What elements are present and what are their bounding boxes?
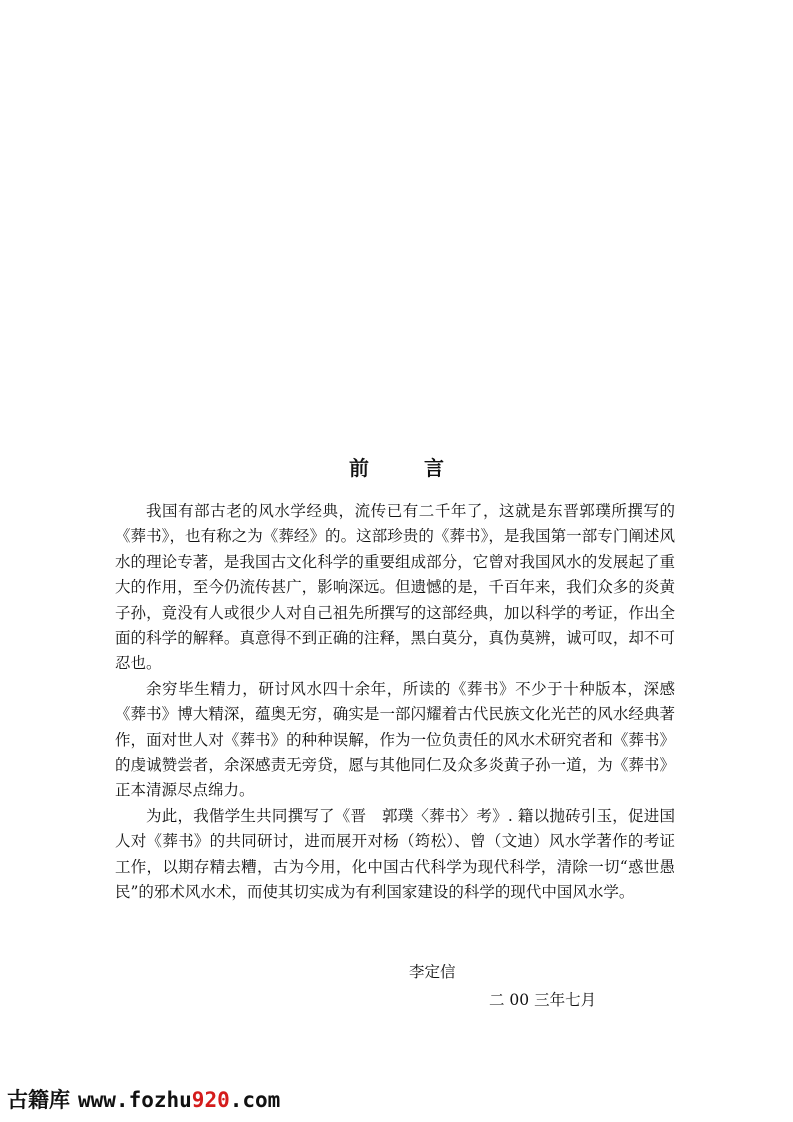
date-line: 二 00 三年七月 <box>489 991 597 1009</box>
paragraph: 我国有部古老的风水学经典，流传已有二千年了，这就是东晋郭璞所撰写的《葬书》，也有称之为《葬经》的。这部珍贵的《葬书》，是我国第一部专门阐述风水的理论专著，是我国古文化科学的重要组成部分，它曾对我国风水的发展起了重大的作用，至今仍流传甚广，影响深远。但遗憾的是，千百年来，我们众多的炎黄子孙，竟没有人或很少人对自己祖先所撰写的这部经典，加以科学的考证，作出全面的科学的解释。真意得不到正确的注释，黑白莫分，真伪莫辨，诚可叹，却不可忍也。 <box>115 502 675 673</box>
watermark-url-number: 920 <box>191 1088 230 1112</box>
body-text <box>115 499 675 906</box>
watermark <box>7 1085 280 1115</box>
watermark-url-suffix: .com <box>229 1088 281 1112</box>
paragraph: 余穷毕生精力，研讨风水四十余年，所读的《葬书》不少于十种版本，深感《葬书》博大精深，蕴奥无穷，确实是一部闪耀着古代民族文化光芒的风水经典著作，面对世人对《葬书》的种种误解，作为一位负责任的风水术研究者和《葬书》的虔诚赞尝者，余深感责无旁贷，愿与其他同仁及众多炎黄子孙一道，为《葬书》正本清源尽点绵力。 <box>115 679 675 800</box>
watermark-site-name: 古籍库 <box>7 1088 70 1112</box>
watermark-url-prefix: www.fozhu <box>78 1088 192 1112</box>
page-title: 前 言 <box>349 456 468 480</box>
author-signature: 李定信 <box>409 963 456 981</box>
paragraph: 为此，我偕学生共同撰写了《晋 郭璞〈葬书〉考》. 籍以抛砖引玉，促进国人对《葬书》的共同研讨，进而展开对杨（筠松）、曾（文迪）风水学著作的考证工作，以期存精去糟，古为今用，化中国古代科学为现代科学，清除一切“惑世愚民”的邪术风水术，而使其切实成为有利国家建设的科学的现代中国风水学。 <box>115 806 675 902</box>
